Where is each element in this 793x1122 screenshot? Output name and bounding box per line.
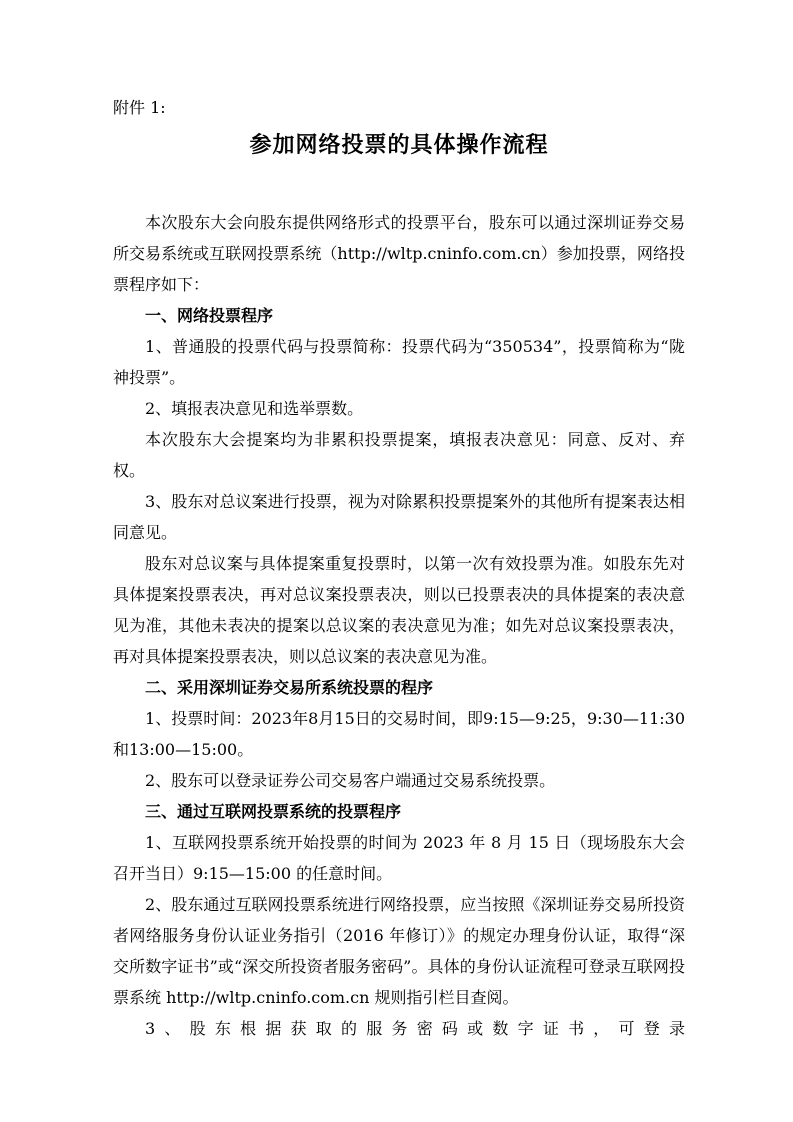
intro-paragraph: 本次股东大会向股东提供网络形式的投票平台，股东可以通过深圳证券交易所交易系统或互联网投票系统（http://wltp.cninfo.com.cn）参加投票，网络投票程序如下： — [113, 213, 685, 294]
item-identity-authentication-paragraph: 2、股东通过互联网投票系统进行网络投票，应当按照《深圳证券交易所投资者网络服务身份认证业务指引（2016 年修订）》的规定办理身份认证，取得“深交所数字证书”或“深交所投资者服务密码”。具体的身份认证流程可登录互联网投票系统 http://wltp.cninfo.com.cn 规则指引栏目查阅。 — [113, 895, 685, 1007]
document-body — [113, 207, 685, 1044]
item-voting-time-paragraph: 1、投票时间：2023年8月15日的交易时间，即9:15—9:25，9:30—11:30和13:00—15:00。 — [113, 709, 685, 759]
item-internet-voting-time-paragraph: 1、互联网投票系统开始投票的时间为 2023 年 8 月 15 日（现场股东大会召开当日）9:15—15:00 的任意时间。 — [113, 833, 685, 883]
attachment-label: 附件 1: — [113, 98, 166, 117]
item-voting-code-paragraph: 1、普通股的投票代码与投票简称：投票代码为“350534”，投票简称为“陇神投票”。 — [113, 337, 685, 387]
repeat-voting-rule-paragraph: 股东对总议案与具体提案重复投票时，以第一次有效投票为准。如股东先对具体提案投票表决，再对总议案投票表决，则以已投票表决的具体提案的表决意见为准，其他未表决的提案以总议案的表决意见为准；如先对总议案投票表决，再对具体提案投票表决，则以总议案的表决意见为准。 — [113, 554, 685, 666]
item-general-proposal-paragraph: 3、股东对总议案进行投票，视为对除累积投票提案外的其他所有提案表达相同意见。 — [113, 492, 685, 542]
section-2-heading: 二、采用深圳证券交易所系统投票的程序 — [145, 678, 434, 697]
item-login-partial-paragraph: 3、股东根据获取的服务密码或数字证书，可登录 — [145, 1019, 685, 1038]
item-broker-client-paragraph: 2、股东可以登录证券公司交易客户端通过交易系统投票。 — [145, 771, 556, 790]
section-1-heading: 一、网络投票程序 — [145, 306, 274, 325]
item-fill-opinions-paragraph: 2、填报表决意见和选举票数。 — [145, 399, 364, 418]
section-3-heading: 三、通过互联网投票系统的投票程序 — [145, 802, 402, 821]
document-title: 参加网络投票的具体操作流程 — [249, 133, 549, 158]
non-cumulative-note-paragraph: 本次股东大会提案均为非累积投票提案，填报表决意见：同意、反对、弃权。 — [113, 430, 685, 480]
